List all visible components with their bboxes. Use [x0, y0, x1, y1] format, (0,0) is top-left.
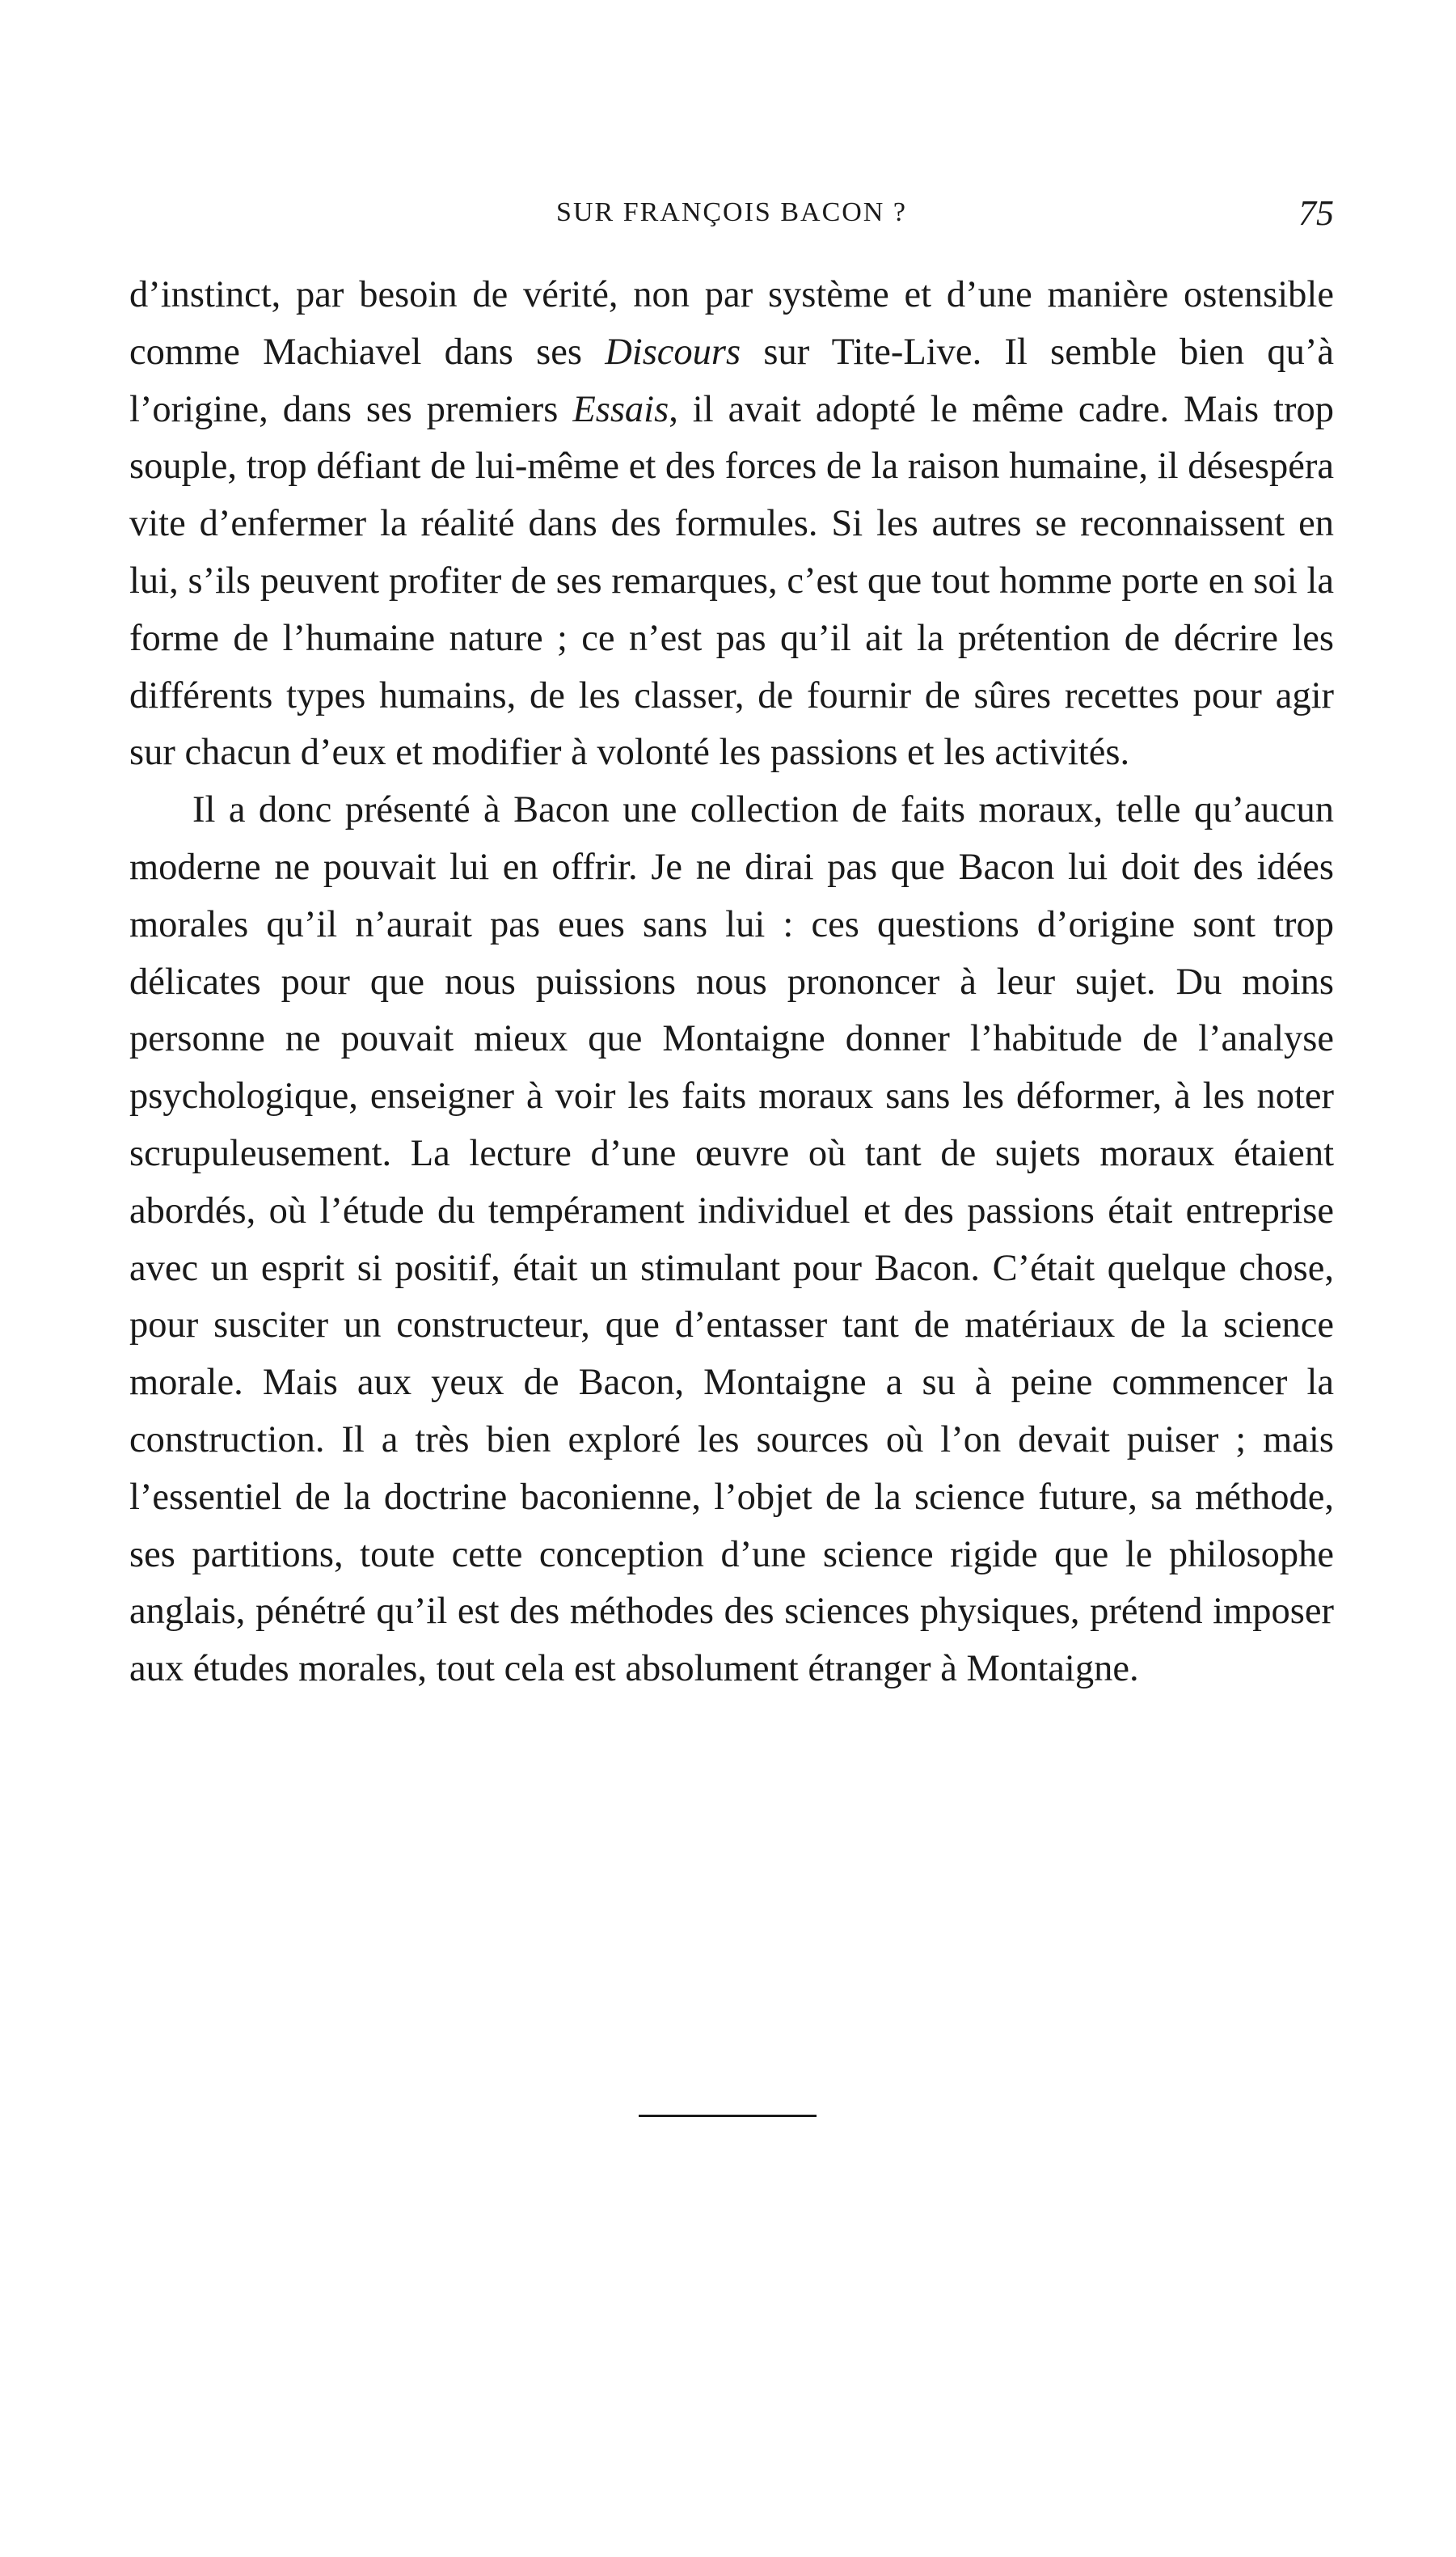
discours-title: Discours: [605, 331, 741, 373]
paragraph-1-text-c: , il avait adopté le même cadre. Mais trop souple, trop défiant de lui-même et des forces de la raison humaine, il désespéra vite d’enfermer la réalité dans des formules. Si les autres se reconnaissent en lui, s’ils peuvent profiter de ses remarques, c’est que tout homme porte en soi la forme de l’humaine nature ; ce n’est pas qu’il ait la prétention de décrire les différents types humains, de les classer, de fournir de sûres recettes pour agir sur chacun d’eux et modifier à volonté les passions et les activités.: [129, 388, 1334, 774]
essais-title: Essais: [572, 388, 669, 430]
paragraph-1-text-b: sur Tite-Live. Il semble bien qu’à l’origine, dans ses premiers: [129, 331, 1335, 430]
running-head: [129, 192, 1334, 241]
section-end-rule: [639, 2115, 817, 2117]
page-number: 75: [1298, 193, 1334, 233]
paragraph-1-text-a: d’instinct, par besoin de vérité, non par système et d’une manière ostensible comme Machiavel dans ses: [129, 274, 1334, 373]
running-head-title: SUR FRANÇOIS BACON ?: [556, 197, 907, 227]
paragraph-2: Il a donc présenté à Bacon une collection de faits moraux, telle qu’aucun moderne ne pouvait lui en offrir. Je ne dirai pas que Bacon lui doit des idées morales qu’il n’aurait pas eues sans lui : ces questions d’origine sont trop délicates pour que nous puissions nous prononcer à leur sujet. Du moins personne ne pouvait mieux que Montaigne donner l’habitude de l’analyse psychologique, enseigner à voir les faits moraux sans les déformer, à les noter scrupuleusement. La lecture d’une œuvre où tant de sujets moraux étaient abordés, où l’étude du tempérament individuel et des passions était entreprise avec un esprit si positif, était un stimulant pour Bacon. C’était quelque chose, pour susciter un constructeur, que d’entasser tant de matériaux de la science morale. Mais aux yeux de Bacon, Montaigne a su à peine commencer la construction. Il a très bien exploré les sources où l’on devait puiser ; mais l’essentiel de la doctrine baconienne, l’objet de la science future, sa méthode, ses partitions, toute cette conception d’une science rigide que le philosophe anglais, pénétré qu’il est des méthodes des sciences physiques, prétend imposer aux études morales, tout cela est absolument étranger à Montaigne.: [129, 789, 1334, 1690]
body-text: [129, 267, 1334, 1698]
paragraph-1: [129, 267, 1334, 782]
